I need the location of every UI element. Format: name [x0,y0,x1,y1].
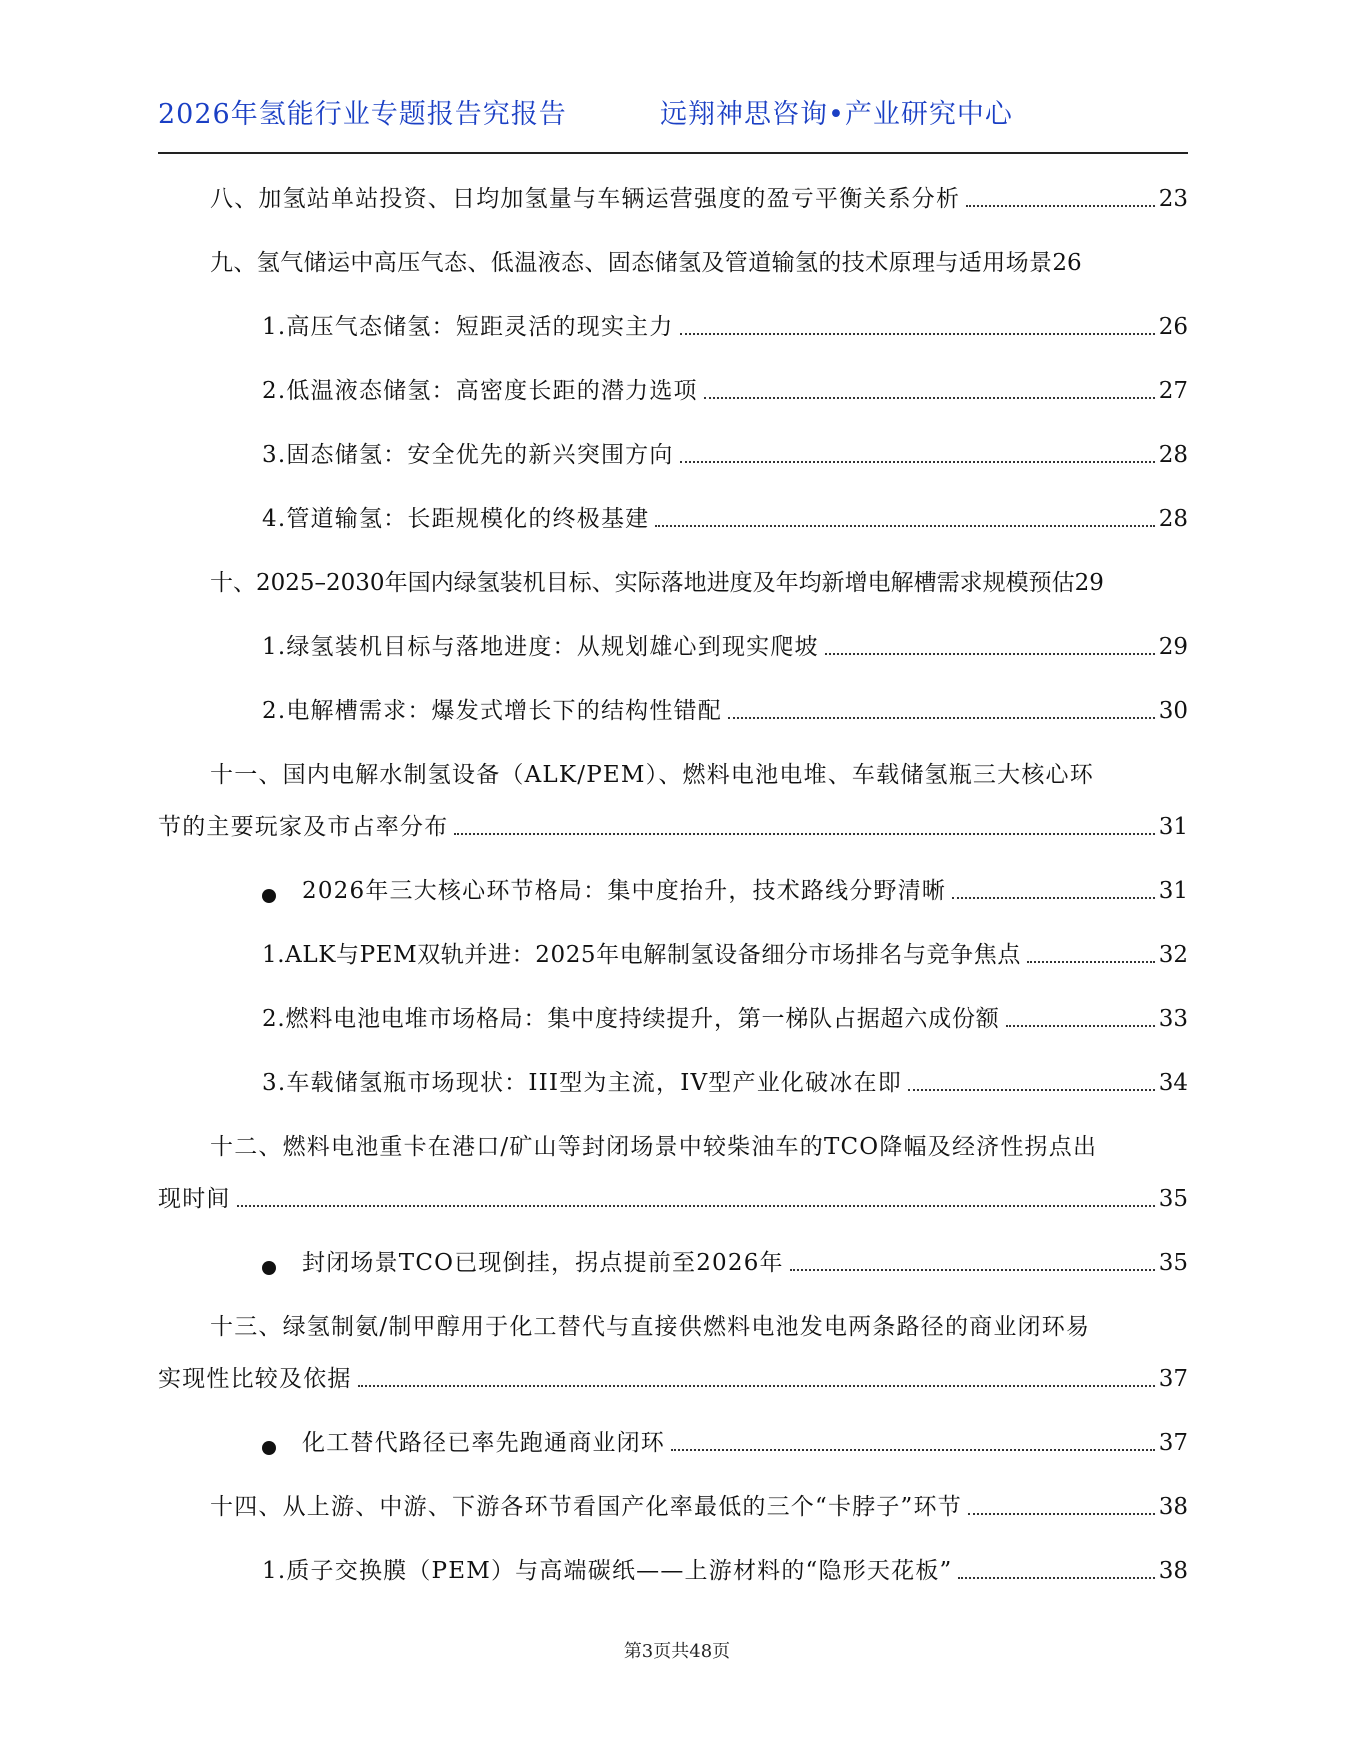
toc-entry-title: 1.高压气态储氢：短距灵活的现实主力 [262,314,674,340]
toc-entry-title: 1.绿氢装机目标与落地进度：从规划雄心到现实爬坡 [262,634,819,660]
toc-page-number: 32 [1158,942,1188,968]
dot-leader [908,1088,1155,1091]
toc-page-number: 26 [1158,314,1188,340]
toc-entry[interactable] [158,184,1188,214]
dot-leader [790,1268,1155,1271]
dot-leader [1027,960,1155,963]
toc-page-number: 29 [1074,570,1104,596]
toc-entry-title: 3.固态储氢：安全优先的新兴突围方向 [262,442,674,468]
dot-leader [704,396,1155,399]
toc-page-number: 37 [1158,1366,1188,1392]
toc-entry-title-line2: 实现性比较及依据 [158,1366,352,1392]
toc-entry-title-line2: 节的主要玩家及市占率分布 [158,814,449,840]
toc-entry-title: 十四、从上游、中游、下游各环节看国产化率最低的三个“卡脖子”环节 [210,1494,962,1520]
toc-entry-title-line1: 十二、燃料电池重卡在港口/矿山等封闭场景中较柴油车的TCO降幅及经济性拐点出 [210,1134,1098,1160]
dot-leader [358,1384,1155,1387]
toc-page-number: 35 [1158,1250,1188,1276]
toc-page-number: 27 [1158,378,1188,404]
toc-page-number: 37 [1158,1430,1188,1456]
toc-entry[interactable] [158,1248,1188,1278]
toc-entry[interactable] [158,632,1188,662]
toc-page-number: 30 [1158,698,1188,724]
page-header [158,92,1188,132]
toc-entry[interactable] [158,1428,1188,1458]
toc-entry-title: 九、氢气储运中高压气态、低温液态、固态储氢及管道输氢的技术原理与适用场景 [210,250,1053,276]
dot-leader [680,332,1155,335]
toc-entry-title: 化工替代路径已率先跑通商业闭环 [302,1430,665,1456]
report-title: 2026年氢能行业专题报告究报告 [158,99,567,130]
toc-page-number: 34 [1158,1070,1188,1096]
dot-leader [655,524,1154,527]
toc-entry-title: 十、2025–2030年国内绿氢装机目标、实际落地进度及年均新增电解槽需求规模预估 [210,570,1075,596]
toc-entry[interactable] [158,1556,1188,1586]
dot-leader [728,716,1155,719]
publisher-name: 远翔神思咨询•产业研究中心 [660,99,1013,130]
dot-leader [671,1448,1155,1451]
toc-entry[interactable] [158,376,1188,406]
toc-entry-title-line1: 十三、绿氢制氨/制甲醇用于化工替代与直接供燃料电池发电两条路径的商业闭环易 [210,1314,1091,1340]
toc-entry-title: 3.车载储氢瓶市场现状：III型为主流，IV型产业化破冰在即 [262,1070,902,1096]
toc-page-number: 38 [1158,1558,1188,1584]
toc-page-number: 31 [1158,814,1188,840]
dot-leader [454,832,1154,835]
dot-leader [966,204,1155,207]
bullet-icon [262,1261,276,1275]
toc-entry[interactable] [158,1492,1188,1522]
toc-entry-title-line1: 十一、国内电解水制氢设备（ALK/PEM）、燃料电池电堆、车载储氢瓶三大核心环 [210,762,1094,788]
toc-entry[interactable] [158,760,1188,842]
toc-entry-title: 2.燃料电池电堆市场格局：集中度持续提升，第一梯队占据超六成份额 [262,1006,1000,1032]
dot-leader [1006,1024,1155,1027]
toc-entry[interactable] [158,940,1188,970]
bullet-icon [262,889,276,903]
toc-entry-title: 1.ALK与PEM双轨并进：2025年电解制氢设备细分市场排名与竞争焦点 [262,942,1021,968]
dot-leader [958,1576,1154,1579]
toc-entry[interactable] [158,1004,1188,1034]
dot-leader [237,1204,1155,1207]
toc-page-number: 33 [1158,1006,1188,1032]
toc-page-number: 38 [1158,1494,1188,1520]
toc-entry[interactable] [158,568,1188,598]
toc-entry-title: 1.质子交换膜（PEM）与高端碳纸——上游材料的“隐形天花板” [262,1558,953,1584]
toc-page-number: 28 [1158,442,1188,468]
toc-entry[interactable] [158,696,1188,726]
header-rule [158,152,1188,154]
toc-entry-title: 4.管道输氢：长距规模化的终极基建 [262,506,650,532]
toc-page-number: 31 [1158,878,1188,904]
page-footer: 第3页共48页 [623,1641,731,1662]
toc-entry[interactable] [158,312,1188,342]
toc-entry-title-line2: 现时间 [158,1186,231,1212]
toc-entry[interactable] [158,1312,1188,1394]
toc-page-number: 23 [1158,186,1188,212]
toc-entry[interactable] [158,440,1188,470]
dot-leader [968,1512,1155,1515]
toc-page-number: 35 [1158,1186,1188,1212]
toc-page-number: 29 [1158,634,1188,660]
toc-entry-title: 2.低温液态储氢：高密度长距的潜力选项 [262,378,698,404]
toc-entry[interactable] [158,1068,1188,1098]
toc-entry-title: 八、加氢站单站投资、日均加氢量与车辆运营强度的盈亏平衡关系分析 [210,186,961,212]
toc-entry[interactable] [158,1132,1188,1214]
toc-page-number: 26 [1052,250,1082,276]
toc-entry[interactable] [158,504,1188,534]
toc-entry-title: 2.电解槽需求：爆发式增长下的结构性错配 [262,698,722,724]
dot-leader [680,460,1155,463]
dot-leader [825,652,1155,655]
toc-entry-title: 封闭场景TCO已现倒挂，拐点提前至2026年 [302,1250,784,1276]
toc-page-number: 28 [1158,506,1188,532]
dot-leader [952,896,1155,899]
toc-entry[interactable] [158,248,1188,278]
toc-entry[interactable] [158,876,1188,906]
bullet-icon [262,1441,276,1455]
toc-entry-title: 2026年三大核心环节格局：集中度抬升，技术路线分野清晰 [302,878,947,904]
